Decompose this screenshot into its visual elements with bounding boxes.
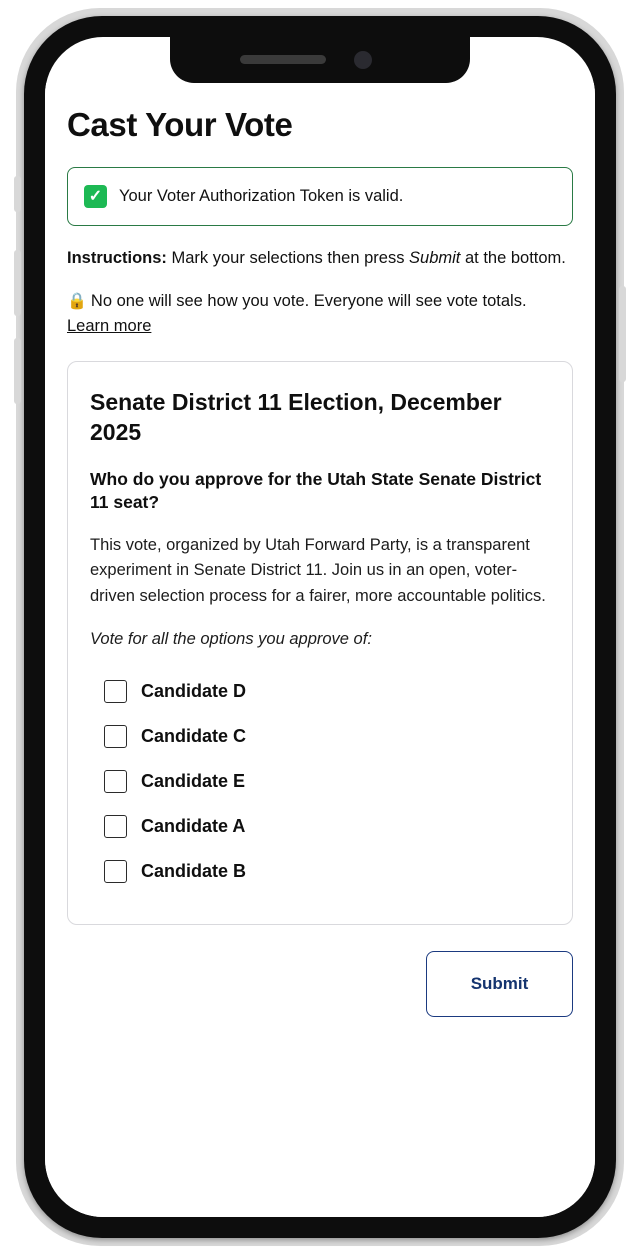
list-item[interactable] <box>90 759 550 804</box>
option-label: Candidate A <box>141 815 246 836</box>
check-mark-icon: ✓ <box>84 185 107 208</box>
option-label: Candidate C <box>141 725 247 746</box>
checkbox-candidate-e[interactable] <box>104 770 127 793</box>
token-valid-alert <box>67 167 573 226</box>
checkbox-candidate-c[interactable] <box>104 725 127 748</box>
front-camera-icon <box>354 51 372 69</box>
list-item[interactable] <box>90 804 550 849</box>
option-label: Candidate D <box>141 680 247 701</box>
earpiece-speaker <box>240 55 326 64</box>
candidate-options-list <box>90 669 550 894</box>
phone-volume-up-button[interactable] <box>14 250 21 316</box>
checkbox-candidate-d[interactable] <box>104 680 127 703</box>
instructions-text-before: Mark your selections then press <box>166 249 410 268</box>
privacy-notice <box>67 289 573 339</box>
instructions-label: Instructions: <box>67 249 167 268</box>
submit-row <box>67 951 573 1017</box>
privacy-notice-text: No one will see how you vote. Everyone will see vote totals. <box>90 292 527 311</box>
option-label: Candidate B <box>141 860 247 881</box>
instructions-text <box>67 246 573 271</box>
phone-power-button[interactable] <box>619 286 626 382</box>
phone-volume-down-button[interactable] <box>14 338 21 404</box>
option-label: Candidate E <box>141 770 246 791</box>
learn-more-link[interactable]: Learn more <box>67 317 152 336</box>
list-item[interactable] <box>90 714 550 759</box>
instructions-emphasis: Submit <box>409 249 461 268</box>
checkbox-candidate-a[interactable] <box>104 815 127 838</box>
submit-button[interactable]: Submit <box>426 951 573 1017</box>
phone-notch <box>170 37 470 83</box>
page-title: Cast Your Vote <box>67 106 293 143</box>
list-item[interactable] <box>90 669 550 714</box>
ballot-question: Who do you approve for the Utah State Senate District 11 seat? <box>90 468 542 513</box>
ballot-description: This vote, organized by Utah Forward Party, is a transparent experiment in Senate District 11. Join us in an open, voter-driven selection process for a fairer, more accountable politics. <box>90 535 546 605</box>
lock-icon: 🔒 <box>67 293 87 311</box>
checkbox-candidate-b[interactable] <box>104 860 127 883</box>
page-content <box>45 83 595 1217</box>
ballot-card <box>67 361 573 925</box>
phone-mute-switch[interactable] <box>14 176 21 212</box>
phone-screen <box>45 37 595 1217</box>
ballot-hint: Vote for all the options you approve of: <box>90 629 372 648</box>
ballot-title: Senate District 11 Election, December 2025 <box>90 388 502 445</box>
token-valid-alert-text: Your Voter Authorization Token is valid. <box>119 187 404 206</box>
list-item[interactable] <box>90 849 550 894</box>
instructions-text-after: at the bottom. <box>460 249 566 268</box>
